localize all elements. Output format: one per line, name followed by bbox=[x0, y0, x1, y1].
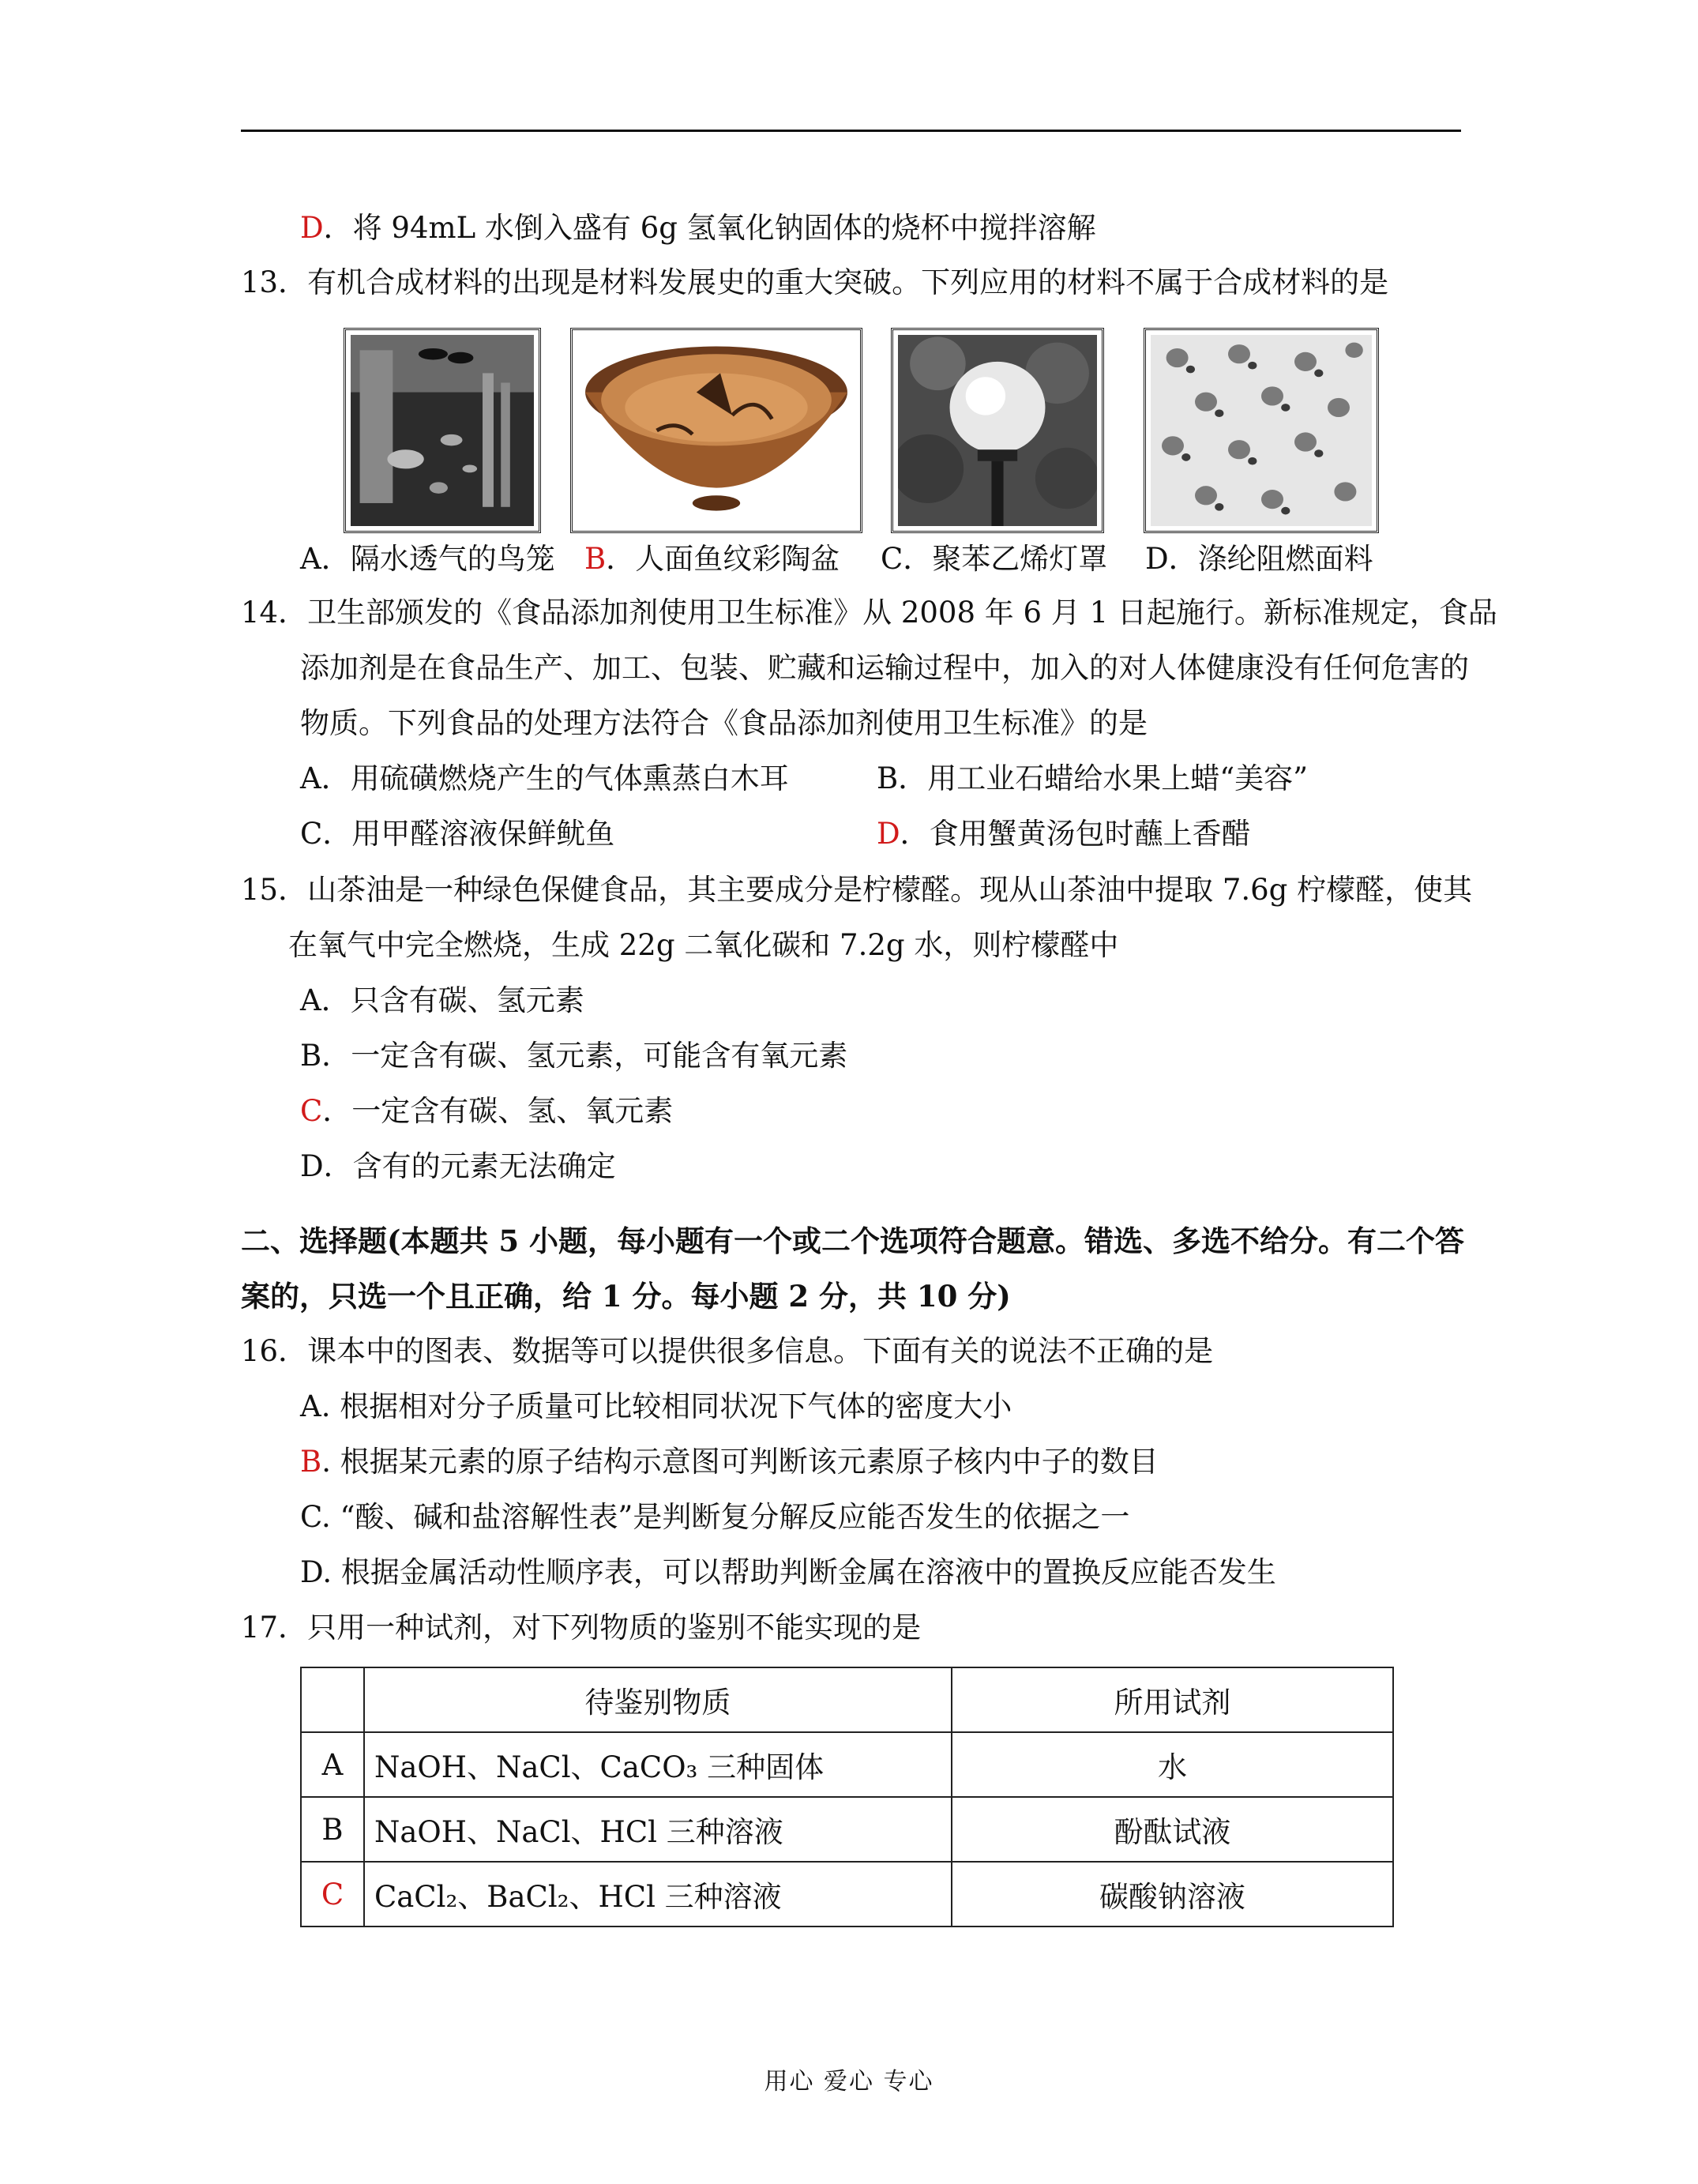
header-rule bbox=[241, 130, 1461, 132]
q14-option-a: A．用硫磺燃烧产生的气体熏蒸白木耳 bbox=[300, 761, 789, 795]
answer-letter: D bbox=[877, 817, 900, 851]
q14-stem-line1: 14．卫生部颁发的《食品添加剂使用卫生标准》从 2008 年 6 月 1 日起施行。新标准规定，食品 bbox=[241, 596, 1497, 630]
q13-option-c: C．聚苯乙烯灯罩 bbox=[881, 542, 1108, 576]
q16-option-b: B. 根据某元素的原子结构示意图可判断该元素原子核内中子的数目 bbox=[300, 1445, 1159, 1479]
table-row bbox=[301, 1797, 1393, 1862]
q14-option-c: C．用甲醛溶液保鲜鱿鱼 bbox=[300, 817, 615, 851]
answer-letter: B bbox=[300, 1445, 322, 1479]
table-header-cell bbox=[301, 1667, 364, 1732]
q12-option-d: D．将 94mL 水倒入盛有 6g 氢氧化钠固体的烧杯中搅拌溶解 bbox=[300, 211, 1096, 245]
table-row bbox=[301, 1732, 1393, 1797]
q16-stem: 16．课本中的图表、数据等可以提供很多信息。下面有关的说法不正确的是 bbox=[241, 1334, 1214, 1368]
q14-option-d: D．食用蟹黄汤包时蘸上香醋 bbox=[877, 817, 1251, 851]
q13-stem: 13．有机合成材料的出现是材料发展史的重大突破。下列应用的材料不属于合成材料的是 bbox=[241, 265, 1389, 299]
birdcage-photo bbox=[344, 328, 541, 533]
q13-option-b: B．人面鱼纹彩陶盆 bbox=[584, 542, 840, 576]
q15-stem-line1: 15．山茶油是一种绿色保健食品，其主要成分是柠檬醛。现从山茶油中提取 7.6g 柠檬醛，使其 bbox=[241, 873, 1473, 907]
q16-option-a: A. 根据相对分子质量可比较相同状况下气体的密度大小 bbox=[300, 1389, 1012, 1423]
answer-letter: D bbox=[300, 211, 324, 245]
page-footer: 用心 爱心 专心 bbox=[764, 2068, 934, 2096]
q15-option-d: D．含有的元素无法确定 bbox=[300, 1149, 616, 1183]
q14-stem-line2: 添加剂是在食品生产、加工、包装、贮藏和运输过程中，加入的对人体健康没有任何危害的 bbox=[300, 651, 1469, 685]
q17-stem: 17．只用一种试剂，对下列物质的鉴别不能实现的是 bbox=[241, 1611, 922, 1645]
q15-option-a: A．只含有碳、氢元素 bbox=[300, 983, 584, 1017]
reagent-cell: 碳酸钠溶液 bbox=[952, 1862, 1393, 1927]
table-header-cell: 所用试剂 bbox=[952, 1667, 1393, 1732]
reagent-table bbox=[300, 1667, 1394, 1927]
reagent-cell: 水 bbox=[952, 1732, 1393, 1797]
q15-stem-line2: 在氧气中完全燃烧，生成 22g 二氧化碳和 7.2g 水，则柠檬醛中 bbox=[288, 928, 1119, 962]
q16-option-d: D. 根据金属活动性顺序表，可以帮助判断金属在溶液中的置换反应能否发生 bbox=[300, 1555, 1276, 1589]
substances-cell: NaOH、NaCl、HCl 三种溶液 bbox=[364, 1797, 952, 1862]
fabric-photo bbox=[1144, 328, 1379, 533]
q13-option-d: D．涤纶阻燃面料 bbox=[1145, 542, 1373, 576]
row-label: A bbox=[301, 1732, 364, 1797]
lampshade-photo bbox=[891, 328, 1104, 533]
table-header-row bbox=[301, 1667, 1393, 1732]
substances-cell: CaCl₂、BaCl₂、HCl 三种溶液 bbox=[364, 1862, 952, 1927]
q13-option-a: A．隔水透气的鸟笼 bbox=[300, 542, 555, 576]
pottery-bowl-photo bbox=[570, 328, 862, 533]
q16-option-c: C. “酸、碱和盐溶解性表”是判断复分解反应能否发生的依据之一 bbox=[300, 1500, 1130, 1534]
q14-stem-line3: 物质。下列食品的处理方法符合《食品添加剂使用卫生标准》的是 bbox=[300, 706, 1148, 740]
q15-option-b: B．一定含有碳、氢元素，可能含有氧元素 bbox=[300, 1039, 848, 1073]
q14-option-b: B．用工业石蜡给水果上蜡“美容” bbox=[877, 761, 1309, 795]
answer-letter: B bbox=[584, 542, 607, 576]
section2-heading-line1: 二、选择题(本题共 5 小题，每小题有一个或二个选项符合题意。错选、多选不给分。有二个答 bbox=[241, 1224, 1465, 1258]
table-row bbox=[301, 1862, 1393, 1927]
table-header-cell: 待鉴别物质 bbox=[364, 1667, 952, 1732]
row-label: C bbox=[301, 1862, 364, 1927]
q15-option-c: C．一定含有碳、氢、氧元素 bbox=[300, 1094, 674, 1128]
substances-cell: NaOH、NaCl、CaCO₃ 三种固体 bbox=[364, 1732, 952, 1797]
reagent-cell: 酚酞试液 bbox=[952, 1797, 1393, 1862]
row-label: B bbox=[301, 1797, 364, 1862]
section2-heading-line2: 案的，只选一个且正确，给 1 分。每小题 2 分，共 10 分) bbox=[241, 1279, 1011, 1314]
answer-letter: C bbox=[300, 1094, 323, 1128]
